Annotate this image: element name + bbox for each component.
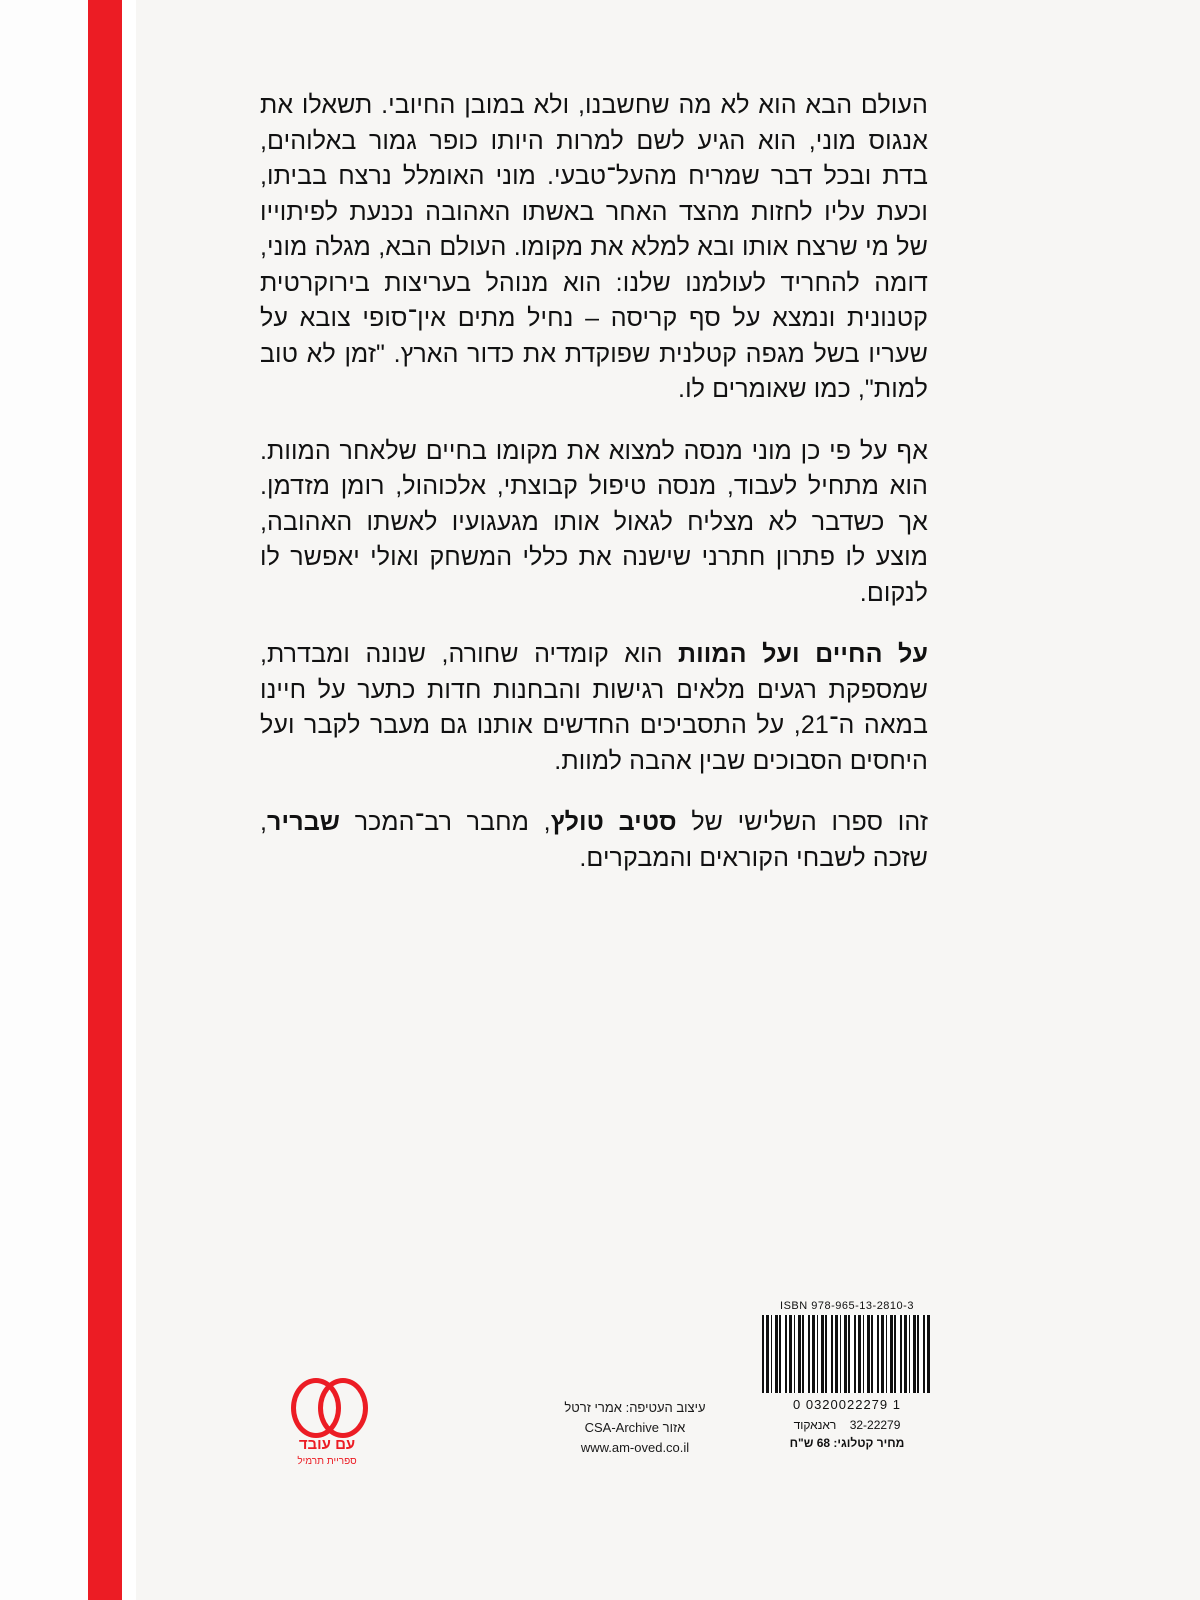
- spine-white-sliver: [122, 0, 136, 1600]
- publisher-name: עם עובד: [298, 1436, 356, 1453]
- red-spine-band: [88, 0, 122, 1600]
- author-middle: , מחבר רב־המכר: [340, 808, 551, 836]
- author-name: סטיב טולץ: [550, 808, 677, 836]
- barcode-icon: [762, 1315, 930, 1393]
- barcode-block: [762, 1300, 932, 1452]
- author-suffix: , שזכה לשבחי הקוראים והמבקרים.: [260, 808, 928, 872]
- book-title-inline: על החיים ועל המוות: [678, 640, 929, 668]
- blurb-paragraph-1: העולם הבא הוא לא מה שחשבנו, ולא במובן החיובי. תשאלו את אנגוס מוני, הוא הגיע לשם למרות היותו כופר גמור באלוהים, בדת ובכל דבר שמריח מהעל־טבעי. מוני האומלל נרצח בביתו, וכעת עליו לחזות מהצד האחר באשתו האהובה נכנעת לפיתוייו של מי שרצח אותו ובא למלא את מקומו. העולם הבא, מגלה מוני, דומה להחריד לעולמנו שלנו: הוא מנוהל בעריצות בירוקרטית קטנונית ונמצא על סף קריסה – נחיל מתים אין־סופי צובא על שעריו בשל מגפה קטלנית שפוקדת את כדור הארץ. "זמן לא טוב למות", כמו שאומרים לו.: [260, 91, 928, 403]
- blurb-paragraph-3: [260, 637, 928, 779]
- blurb-paragraph-3-rest: הוא קומדיה שחורה, שנונה ומבדרת, שמספקת רגעים מלאים רגישות והבחנות חדות כתער על חיינו במאה ה־21, על התסביכים החדשים אותנו גם מעבר לקבר ועל היחסים הסבוכים שבין אהבה למוות.: [260, 640, 928, 775]
- left-gutter: [0, 0, 88, 1600]
- blurb-text: [260, 88, 928, 876]
- price-row: [762, 1434, 932, 1452]
- publisher-logo: [272, 1378, 382, 1468]
- catalog-number: 32-22279: [849, 1418, 901, 1432]
- author-prefix: זהו ספרו השלישי של: [676, 808, 929, 836]
- price-value: 68 ש"ח: [789, 1436, 831, 1450]
- photo-credit: אזור CSA-Archive: [584, 1420, 686, 1436]
- cover-design-credit: עיצוב העטיפה: אמרי זרטל: [564, 1400, 706, 1415]
- barcode-digits: 0 0320022279 1: [793, 1397, 901, 1412]
- isbn-text: ISBN 978-965-13-2810-3: [780, 1300, 914, 1312]
- catalog-row: [762, 1416, 932, 1434]
- credits-block: [520, 1398, 750, 1458]
- blurb-paragraph-2: אף על פי כן מוני מנסה למצוא את מקומו בחיים שלאחר המוות. הוא מתחיל לעבוד, מנסה טיפול קבוצתי, אלכוהול, רומן מזדמן. אך כשדבר לא מצליח לגאול אותו מגעגועיו לאשתו האהובה, מוצע לו פתרון חתרני שישנה את כללי המשחק ואולי יאפשר לו לנקום.: [260, 436, 928, 607]
- catalog-label: ראנאקוד: [793, 1418, 837, 1432]
- barcode-meta: [762, 1416, 932, 1452]
- publisher-imprint: ספריית תרמיל: [297, 1456, 357, 1467]
- price-label: מחיר קטלוגי:: [833, 1436, 905, 1450]
- previous-book-title: שבריר: [267, 808, 341, 836]
- blurb-paragraph-4: [260, 805, 928, 876]
- publisher-website: www.am-oved.co.il: [580, 1440, 690, 1456]
- two-interlocking-rings-icon: [291, 1378, 363, 1430]
